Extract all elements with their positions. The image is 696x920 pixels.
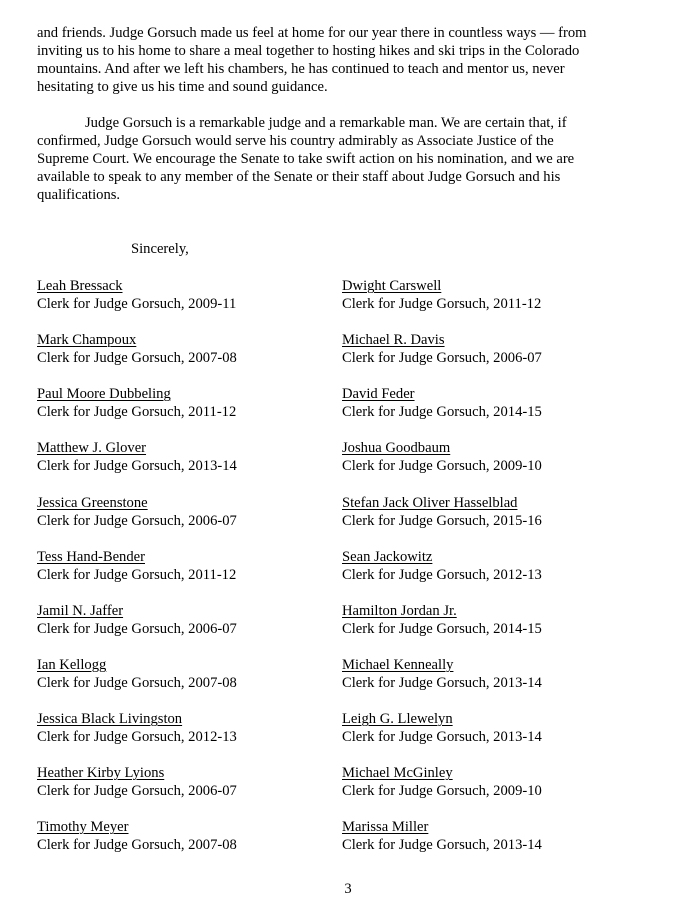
signer-entry — [37, 764, 237, 800]
signer-name: Matthew J. Glover — [37, 440, 147, 456]
signer-entry — [37, 277, 236, 313]
signer-entry — [342, 710, 542, 746]
signer-entry — [342, 656, 542, 692]
signer-name: Marissa Miller — [342, 819, 429, 835]
signer-name: Michael R. Davis — [342, 332, 445, 348]
signer-name: Leah Bressack — [37, 278, 123, 294]
signer-name: Michael McGinley — [342, 765, 453, 781]
signer-entry — [342, 818, 542, 854]
signer-name: Paul Moore Dubbeling — [37, 386, 171, 402]
signer-entry — [342, 494, 542, 530]
signer-name: David Feder — [342, 386, 415, 402]
signer-title: Clerk for Judge Gorsuch, 2013-14 — [342, 729, 542, 745]
signer-entry — [37, 656, 237, 692]
closing-salutation: Sincerely, — [131, 241, 189, 257]
signer-name: Heather Kirby Lyions — [37, 765, 165, 781]
signer-entry — [342, 331, 542, 367]
signer-entry — [37, 385, 236, 421]
signer-title: Clerk for Judge Gorsuch, 2007-08 — [37, 837, 237, 853]
signer-name: Jessica Greenstone — [37, 495, 148, 511]
signer-title: Clerk for Judge Gorsuch, 2014-15 — [342, 404, 542, 420]
signer-title: Clerk for Judge Gorsuch, 2009-11 — [37, 296, 237, 312]
signer-title: Clerk for Judge Gorsuch, 2006-07 — [37, 783, 237, 799]
paragraph-line: mountains. And after we left his chambers, he has continued to teach and mentor us, never — [37, 61, 565, 77]
paragraph-line: available to speak to any member of the Senate or their staff about Judge Gorsuch and his — [37, 169, 561, 185]
signer-title: Clerk for Judge Gorsuch, 2013-14 — [342, 837, 542, 853]
signer-title: Clerk for Judge Gorsuch, 2013-14 — [342, 675, 542, 691]
signer-entry — [37, 494, 237, 530]
signer-title: Clerk for Judge Gorsuch, 2012-13 — [342, 567, 542, 583]
signer-title: Clerk for Judge Gorsuch, 2013-14 — [37, 458, 237, 474]
page-number: 3 — [344, 881, 352, 897]
signer-entry — [37, 602, 237, 638]
signer-name: Jamil N. Jaffer — [37, 603, 124, 619]
signer-entry — [342, 385, 542, 421]
signer-title: Clerk for Judge Gorsuch, 2007-08 — [37, 675, 237, 691]
signer-title: Clerk for Judge Gorsuch, 2012-13 — [37, 729, 237, 745]
signer-entry — [37, 548, 236, 584]
signer-name: Dwight Carswell — [342, 278, 442, 294]
signer-name: Tess Hand-Bender — [37, 549, 145, 565]
signer-entry — [37, 710, 237, 746]
paragraph-line: Judge Gorsuch is a remarkable judge and a remarkable man. We are certain that, if — [85, 115, 567, 131]
paragraph-line: hesitating to give us his time and sound guidance. — [37, 79, 328, 95]
signer-title: Clerk for Judge Gorsuch, 2006-07 — [37, 513, 237, 529]
signer-name: Joshua Goodbaum — [342, 440, 451, 456]
signer-entry — [342, 602, 542, 638]
signer-title: Clerk for Judge Gorsuch, 2006-07 — [342, 350, 542, 366]
signer-entry — [342, 277, 541, 313]
signer-title: Clerk for Judge Gorsuch, 2015-16 — [342, 513, 542, 529]
signer-name: Ian Kellogg — [37, 657, 107, 673]
paragraph-line: qualifications. — [37, 187, 121, 203]
signer-title: Clerk for Judge Gorsuch, 2006-07 — [37, 621, 237, 637]
signer-title: Clerk for Judge Gorsuch, 2014-15 — [342, 621, 542, 637]
signer-title: Clerk for Judge Gorsuch, 2011-12 — [342, 296, 542, 312]
signer-name: Hamilton Jordan Jr. — [342, 603, 457, 619]
signer-title: Clerk for Judge Gorsuch, 2009-10 — [342, 458, 542, 474]
signer-name: Timothy Meyer — [37, 819, 129, 835]
signer-name: Jessica Black Livingston — [37, 711, 183, 727]
body-paragraph — [37, 24, 657, 96]
signer-entry — [37, 331, 237, 367]
signer-title: Clerk for Judge Gorsuch, 2011-12 — [37, 404, 237, 420]
signer-title: Clerk for Judge Gorsuch, 2007-08 — [37, 350, 237, 366]
signer-entry — [342, 548, 542, 584]
paragraph-line: and friends. Judge Gorsuch made us feel at home for our year there in countless ways — from — [37, 25, 587, 41]
signer-entry — [342, 439, 542, 475]
paragraph-line: inviting us to his home to share a meal together to hosting hikes and ski trips in the Colorado — [37, 43, 580, 59]
signer-name: Leigh G. Llewelyn — [342, 711, 453, 727]
signer-entry — [37, 818, 237, 854]
signer-title: Clerk for Judge Gorsuch, 2011-12 — [37, 567, 237, 583]
body-paragraph — [37, 114, 657, 204]
signer-entry — [37, 439, 237, 475]
signer-name: Mark Champoux — [37, 332, 137, 348]
signer-name: Michael Kenneally — [342, 657, 454, 673]
signer-name: Sean Jackowitz — [342, 549, 433, 565]
paragraph-line: confirmed, Judge Gorsuch would serve his country admirably as Associate Justice of the — [37, 133, 554, 149]
paragraph-line: Supreme Court. We encourage the Senate to take swift action on his nomination, and we are — [37, 151, 575, 167]
signer-title: Clerk for Judge Gorsuch, 2009-10 — [342, 783, 542, 799]
signer-entry — [342, 764, 542, 800]
signer-name: Stefan Jack Oliver Hasselblad — [342, 495, 518, 511]
